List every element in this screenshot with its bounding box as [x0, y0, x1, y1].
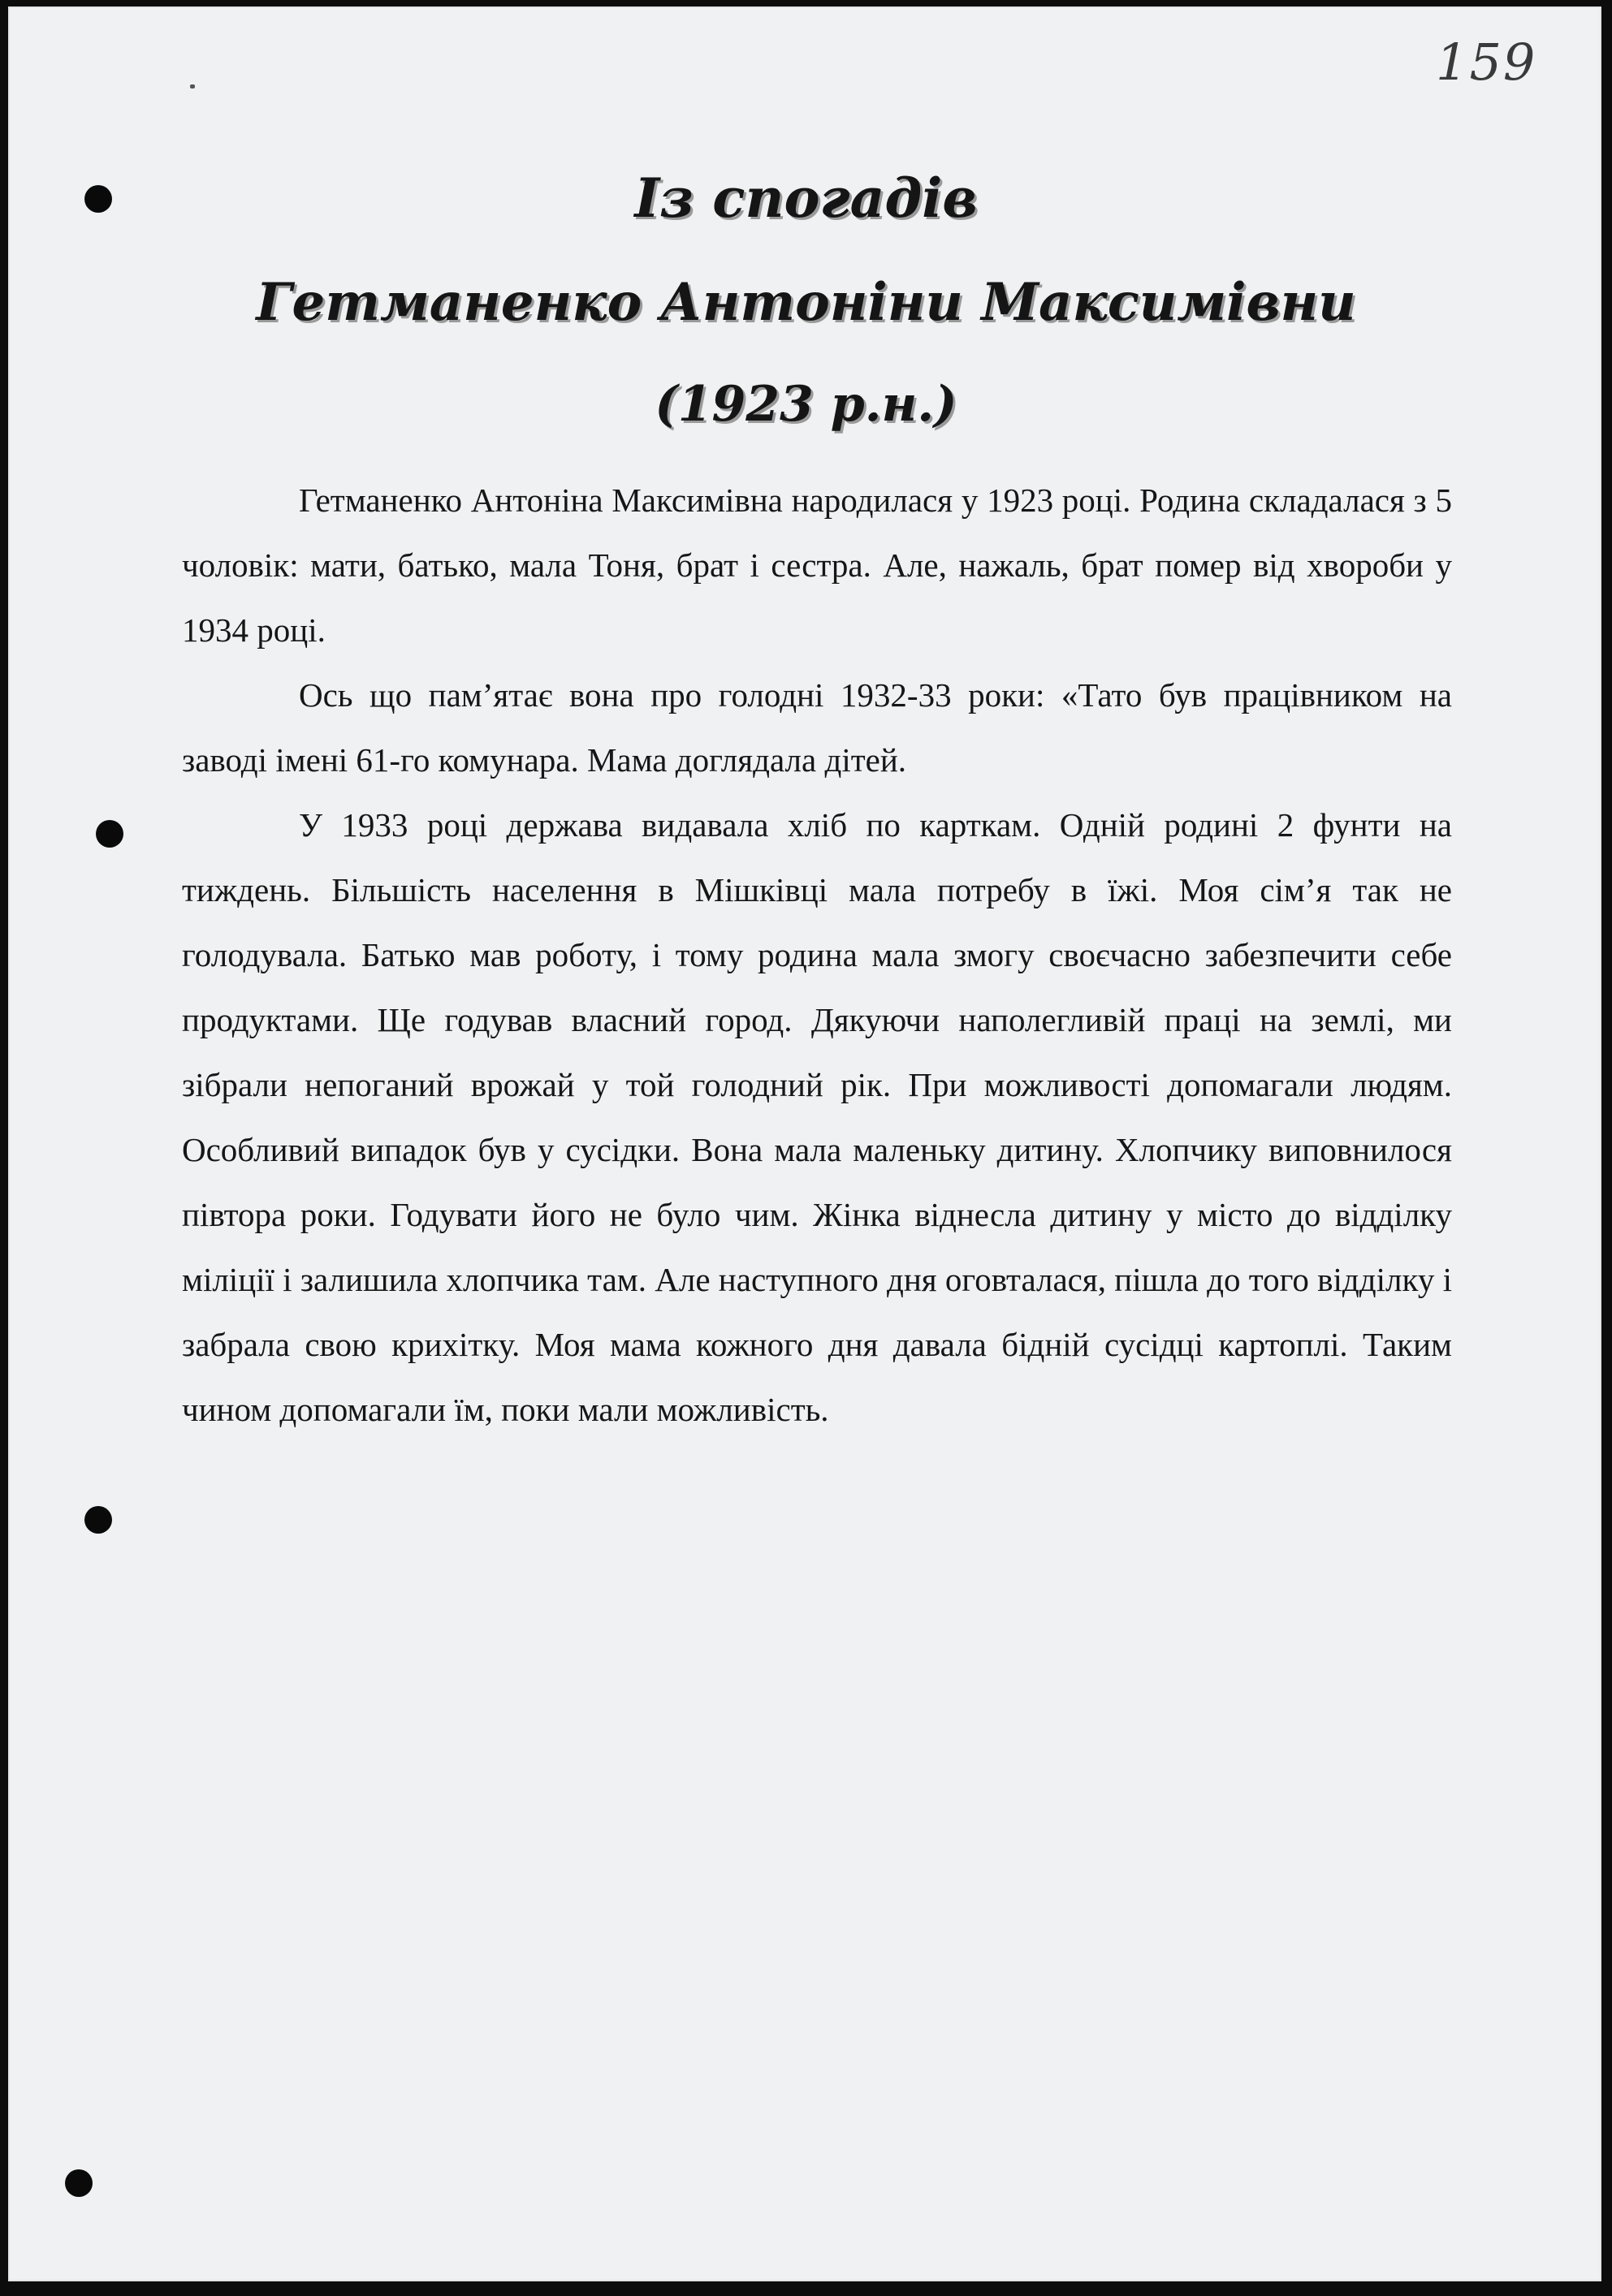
- title-line-2: Гетманенко Антоніни Максимівни: [256, 272, 1356, 333]
- memoir-body: [182, 468, 1452, 1442]
- title-line-1: Із спогадів: [634, 166, 978, 230]
- paragraph-3: У 1933 році держава видавала хліб по карткам. Одній родині 2 фунти на тиждень. Більшість населення в Мішківці мала потребу в їжі. Моя сім’я так не голодувала. Батько мав роботу, і тому родина мала змогу своєчасно забезпечити себе продуктами. Ще годував власний город. Дякуючи наполегливій праці на землі, ми зібрали непоганий врожай у той голодний рік. При можливості допомагали людям. Особливий випадок був у сусідки. Вона мала маленьку дитину. Хлопчику виповнилося півтора роки. Годувати його не було чим. Жінка віднесла дитину у місто до відділку міліції і залишила хлопчика там. Але наступного дня оговталася, пішла до того відділку і забрала свою крихітку. Моя мама кожного дня давала бідній сусідці картоплі. Таким чином допомагали їм, поки мали можливість.: [182, 806, 1452, 1428]
- paragraph-2: Ось що пам’ятає вона про голодні 1932-33 роки: «Тато був працівником на заводі імені 61-го комунара. Мама доглядала дітей.: [182, 676, 1452, 779]
- page-number: 159: [1436, 32, 1537, 92]
- punch-hole: [84, 1506, 112, 1534]
- punch-hole: [65, 2169, 93, 2197]
- punch-hole: [96, 820, 123, 848]
- paper-speck: [190, 84, 195, 88]
- paragraph-1: Гетманенко Антоніна Максимівна народилася у 1923 році. Родина складалася з 5 чоловік: мати, батько, мала Тоня, брат і сестра. Але, нажаль, брат помер від хвороби у 1934 році.: [182, 481, 1452, 649]
- title-line-3: (1923 р.н.): [655, 376, 957, 433]
